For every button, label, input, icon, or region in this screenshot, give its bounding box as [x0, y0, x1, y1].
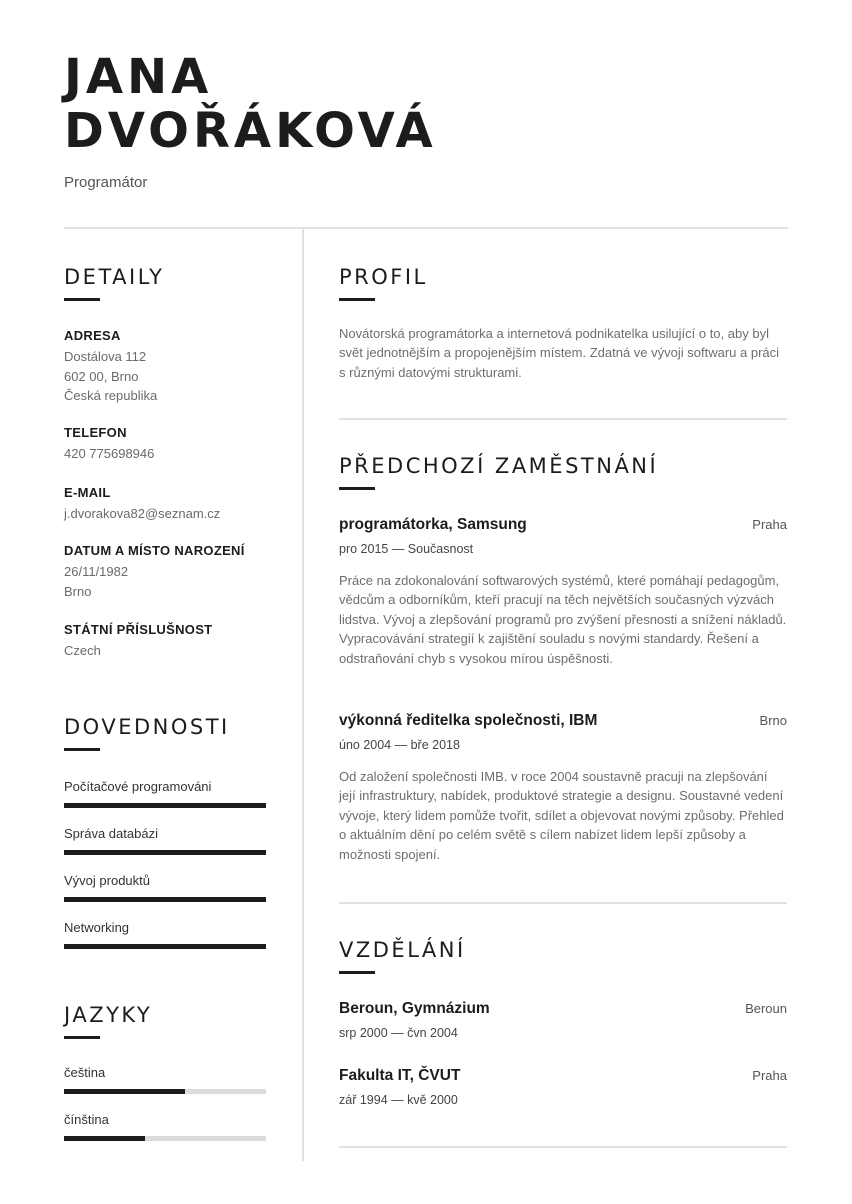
- education-section: [339, 938, 466, 974]
- job-description: Od založení společnosti IMB. v roce 2004 soustavně pracuji na zlepšování její infrastruktury, nabídek, produktové strategie a designu. Soustavné vedení vývoje, který lidem pomůže tvořit, sdílet a objevovat novými způsoby. Přehled o aktuálním dění po celém světě s cílem nabízet lidem lepší způsoby a možnosti spojení.: [339, 769, 784, 862]
- skill-level-bar: [64, 850, 266, 855]
- skill-level-bar: [64, 897, 266, 902]
- phone-label: TELEFON: [64, 425, 127, 440]
- school-location: Praha: [752, 1068, 787, 1083]
- skill-level-bar: [64, 803, 266, 808]
- profile-text: Novátorská programátorka a internetová podnikatelka usilující o to, aby byl svět jednotnějším a propojenějším místem. Zdatná ve vývoji softwaru a práci s různými datovými strukturami.: [339, 326, 780, 380]
- school-dates: zář 1994 — kvě 2000: [339, 1093, 458, 1107]
- language-level-track: [64, 1089, 266, 1094]
- language-level-fill: [64, 1136, 145, 1141]
- languages-heading: JAZYKY: [64, 1003, 153, 1027]
- job-position: výkonná ředitelka společnosti, IBM: [339, 712, 598, 729]
- phone-block: [64, 425, 266, 464]
- school-name: Beroun, Gymnázium: [339, 1000, 490, 1017]
- language-item: [64, 1112, 266, 1141]
- language-name: čínština: [64, 1112, 109, 1127]
- birth-date: 26/11/1982: [64, 564, 129, 579]
- skill-item: [64, 920, 266, 949]
- school-dates: srp 2000 — čvn 2004: [339, 1026, 458, 1040]
- skills-heading: DOVEDNOSTI: [64, 715, 230, 739]
- birth-block: [64, 543, 294, 601]
- heading-underline: [339, 298, 375, 301]
- skill-item: [64, 826, 266, 855]
- skill-item: [64, 779, 266, 808]
- job-dates: pro 2015 — Současnost: [339, 542, 474, 556]
- skill-name: Správa databázi: [64, 826, 158, 841]
- skill-name: Počítačové programováni: [64, 779, 212, 794]
- nationality-block: [64, 622, 266, 661]
- email-link[interactable]: j.dvorakova82@seznam.cz: [64, 506, 221, 521]
- education-heading: VZDĚLÁNÍ: [339, 938, 466, 962]
- skill-item: [64, 873, 266, 902]
- language-level-fill: [64, 1089, 185, 1094]
- job-dates: úno 2004 — bře 2018: [339, 738, 460, 752]
- school-location: Beroun: [745, 1001, 787, 1016]
- job-location: Praha: [752, 517, 787, 532]
- heading-underline: [339, 971, 375, 974]
- section-divider: [339, 418, 787, 420]
- skill-name: Vývoj produktů: [64, 873, 150, 888]
- job-entry: [339, 516, 787, 668]
- address-label: ADRESA: [64, 328, 121, 343]
- address-line-3: Česká republika: [64, 388, 158, 403]
- details-section: [64, 265, 164, 301]
- language-name: čeština: [64, 1065, 106, 1080]
- column-divider: [302, 229, 304, 1161]
- employment-section: [339, 454, 658, 490]
- skills-section: [64, 715, 230, 751]
- birth-place: Brno: [64, 583, 92, 599]
- job-description: Práce na zdokonalování softwarových systémů, které pomáhají pedagogům, vědcům a odborníkům, kteří pracují na těch největších současných výzvách lidstva. Vývoj a zlepšování programů pro zvýšení přesnosti a snížení nákladů. Vypracovávání strategií k zajištění souladu s novými standardy. Řešení a odstraňování chyb s vysokou mírou úspěšnosti.: [339, 573, 787, 666]
- candidate-name: [64, 50, 437, 158]
- phone-value: 420 775698946: [64, 446, 155, 461]
- education-entry: [339, 1000, 787, 1040]
- profile-section: [339, 265, 428, 301]
- email-label: E-MAIL: [64, 485, 111, 500]
- language-level-track: [64, 1136, 266, 1141]
- skill-level-bar: [64, 944, 266, 949]
- birth-label: DATUM A MÍSTO NAROZENÍ: [64, 543, 245, 558]
- languages-section: [64, 1003, 152, 1039]
- nationality-value: Czech: [64, 643, 101, 658]
- heading-underline: [64, 1036, 100, 1039]
- employment-heading: PŘEDCHOZÍ ZAMĚSTNÁNÍ: [339, 454, 659, 478]
- nationality-label: STÁTNÍ PŘÍSLUŠNOST: [64, 622, 213, 637]
- heading-underline: [64, 748, 100, 751]
- school-name: Fakulta IT, ČVUT: [339, 1067, 461, 1084]
- education-entry: [339, 1067, 787, 1107]
- job-position: programátorka, Samsung: [339, 516, 527, 533]
- profile-heading: PROFIL: [339, 265, 428, 289]
- section-divider: [339, 902, 787, 904]
- job-title: Programátor: [64, 174, 148, 191]
- header-divider: [64, 227, 788, 229]
- address-block: [64, 328, 266, 406]
- address-line-1: Dostálova 112: [64, 349, 147, 364]
- name-last: DVOŘÁKOVÁ: [64, 103, 437, 159]
- language-item: [64, 1065, 266, 1094]
- address-line-2: 602 00, Brno: [64, 368, 139, 384]
- job-location: Brno: [759, 713, 787, 728]
- skill-name: Networking: [64, 920, 130, 935]
- section-divider: [339, 1146, 787, 1148]
- heading-underline: [64, 298, 100, 301]
- email-block: [64, 485, 266, 524]
- heading-underline: [339, 487, 375, 490]
- details-heading: DETAILY: [64, 265, 165, 289]
- job-entry: [339, 712, 787, 864]
- name-first: JANA: [64, 49, 213, 105]
